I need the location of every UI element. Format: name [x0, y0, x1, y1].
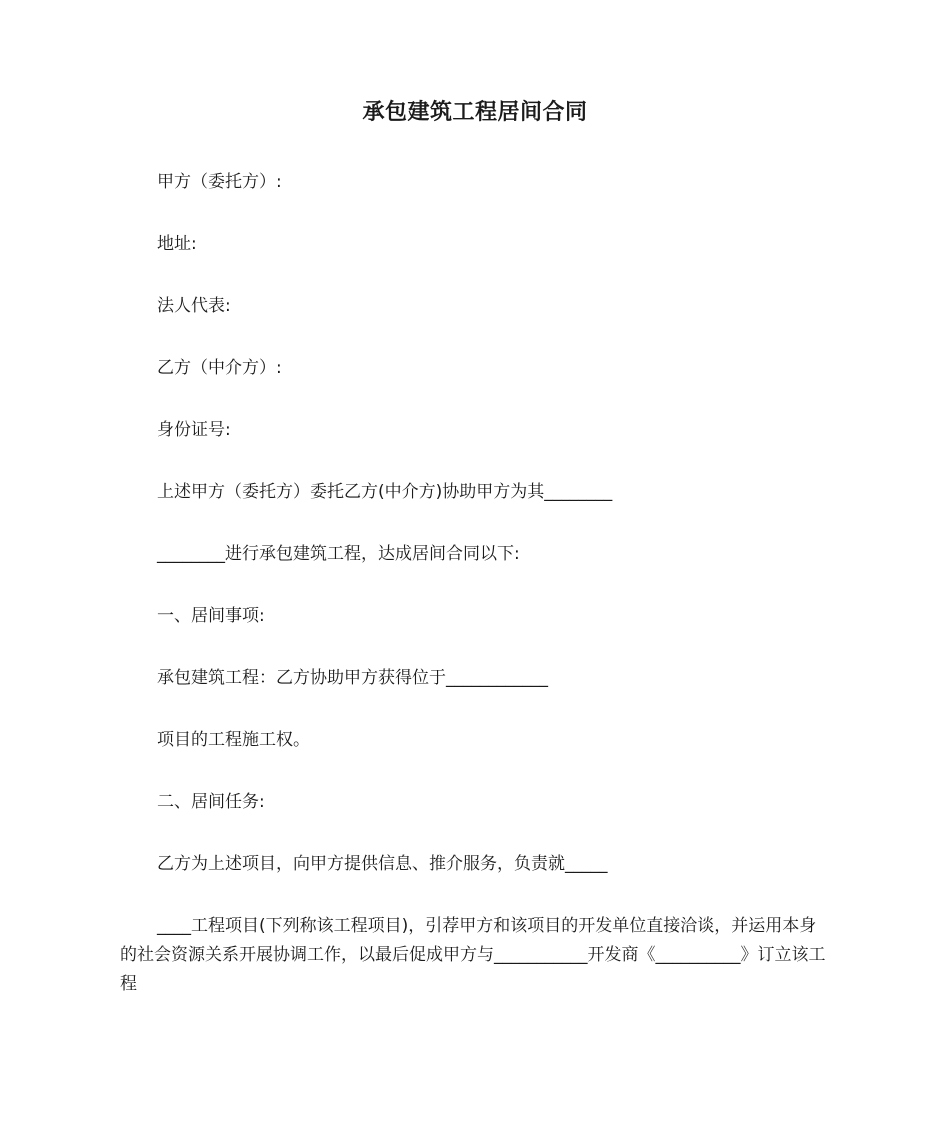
address-label: 地址: — [157, 234, 197, 254]
preamble-line-2: ________进行承包建筑工程，达成居间合同以下: — [157, 544, 520, 564]
id-number-label: 身份证号: — [157, 420, 231, 440]
party-b-label: 乙方（中介方）: — [157, 358, 282, 378]
matters-line-2: 项目的工程施工权。 — [157, 730, 310, 750]
document-title: 承包建筑工程居间合同 — [362, 100, 588, 125]
tasks-line-1: 乙方为上述项目，向甲方提供信息、推介服务，负责就_____ — [157, 854, 608, 874]
tasks-paragraph: ____工程项目(下列称该工程项目)，引荐甲方和该项目的开发单位直接洽谈，并运用本身的社会资源关系开展协调工作，以最后促成甲方与___________开发商《__________》订立该工程 — [120, 916, 826, 994]
matters-line-1: 承包建筑工程：乙方协助甲方获得位于____________ — [157, 668, 548, 688]
legal-representative-label: 法人代表: — [157, 296, 231, 316]
section-heading-tasks: 二、居间任务: — [157, 792, 265, 812]
section-heading-matters: 一、居间事项: — [157, 606, 265, 626]
party-a-label: 甲方（委托方）: — [157, 172, 282, 192]
preamble-line-1: 上述甲方（委托方）委托乙方(中介方)协助甲方为其________ — [157, 482, 613, 502]
